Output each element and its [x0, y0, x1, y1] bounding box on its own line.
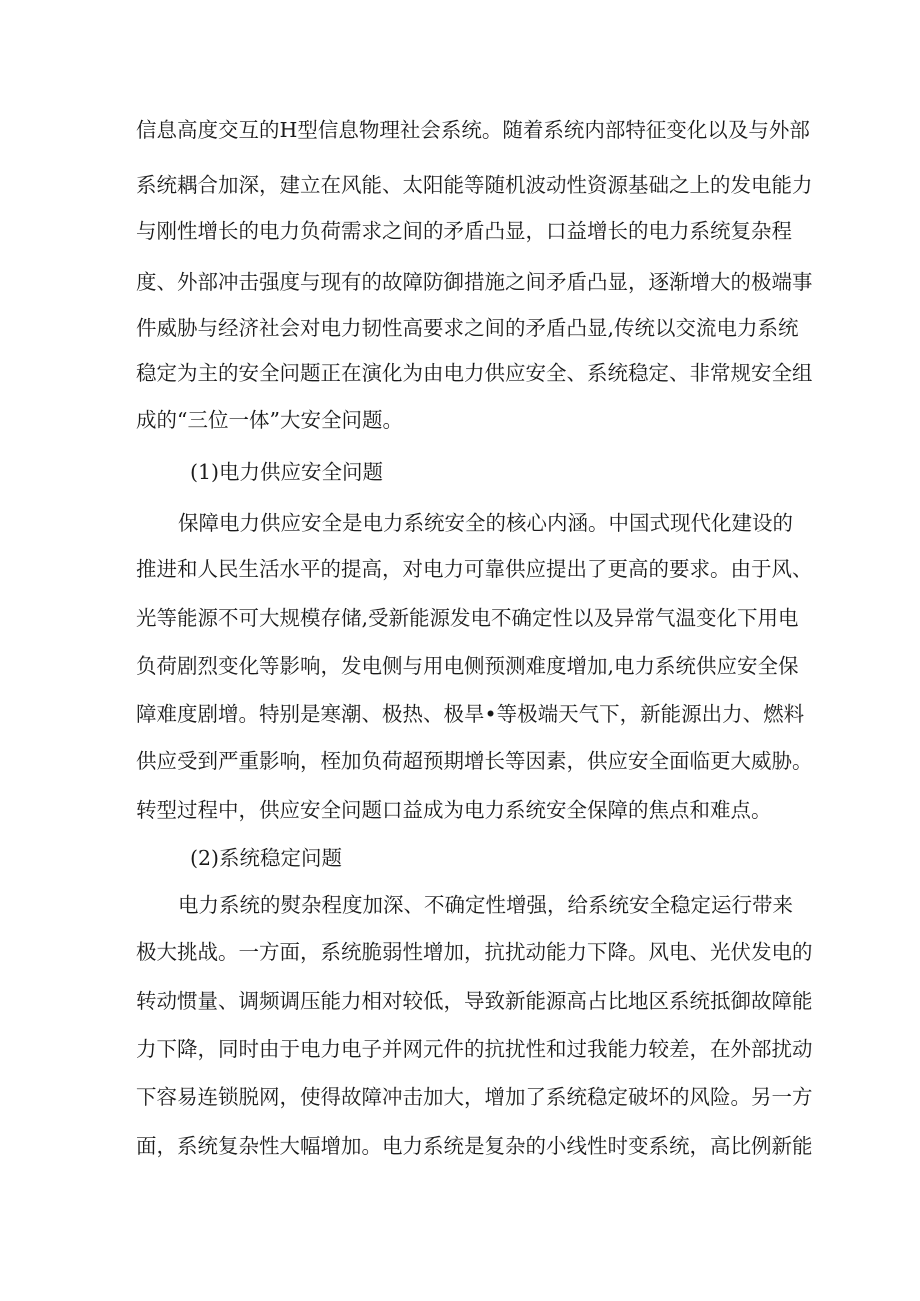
text-line: 极大挑战。一方面，系统脆弱性增加，抗扰动能力下降。风电、光伏发电的 — [136, 940, 813, 964]
text-line: 负荷剧烈变化等影响，发电侧与用电侧预测难度增加,电力系统供应安全保 — [136, 654, 799, 678]
text-line: 系统耦合加深，建立在风能、太阳能等随机波动性资源基础之上的发电能力 — [136, 173, 813, 197]
text-line: 稳定为主的安全问题正在演化为由电力供应安全、系统稳定、非常规安全组 — [136, 361, 813, 385]
text-line: 转型过程中，供应安全问题口益成为电力系统安全保障的焦点和难点。 — [136, 798, 772, 822]
text-line: 电力系统的熨杂程度加深、不确定性增强，给系统安全稳定运行带来 — [178, 893, 793, 917]
text-line: 转动惯量、调频调压能力相对较低，导致新能源高占比地区系统抵御故障能 — [136, 989, 813, 1013]
text-line: 力下降，同时由于电力电子并网元件的抗扰性和过我能力较差，在外部扰动 — [136, 1037, 813, 1061]
text-line: 光等能源不可大规模存储,受新能源发电不确定性以及异常气温变化下用电 — [136, 606, 799, 630]
text-line: 成的“三位一体”大安全问题。 — [136, 408, 403, 432]
text-line: 下容易连锁脱网，使得故障冲击加大，增加了系统稳定破坏的风险。另一方 — [136, 1085, 813, 1109]
text-line: 信息高度交互的H型信息物理社会系统。随着系统内部特征变化以及与外部 — [136, 118, 810, 142]
text-line: 供应受到严重影响，桎加负荷超预期增长等因素，供应安全面临更大威胁。 — [136, 749, 813, 773]
section-heading: (2)系统稳定问题 — [190, 846, 343, 870]
section-heading: (1)电力供应安全问题 — [190, 460, 384, 484]
text-line: 障难度剧增。特别是寒潮、极热、极旱•等极端天气下，新能源出力、燃料 — [136, 702, 805, 726]
text-line: 件威胁与经济社会对电力韧性高要求之间的矛盾凸显,传统以交流电力系统 — [136, 316, 799, 340]
text-line: 与刚性增长的电力负荷需求之间的矛盾凸显，口益增长的电力系统复杂程 — [136, 219, 792, 243]
text-line: 推进和人民生活水平的提高，对电力可靠供应提出了更高的要求。由于风、 — [136, 557, 813, 581]
text-line: 度、外部冲击强度与现有的故障防御措施之间矛盾凸显，逐渐增大的极端事 — [136, 270, 813, 294]
text-line: 面，系统复杂性大幅增加。电力系统是复杂的小线性时变系统，高比例新能 — [136, 1134, 813, 1158]
text-line: 保障电力供应安全是电力系统安全的核心内涵。中国式现代化建设的 — [178, 511, 793, 535]
